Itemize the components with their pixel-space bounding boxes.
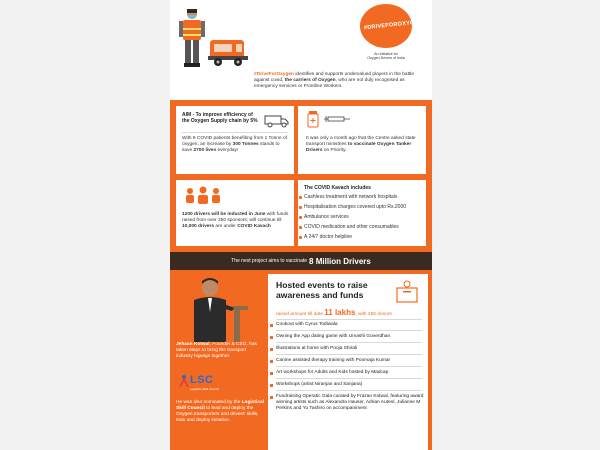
header-section — [170, 0, 432, 70]
lsc-logo-text: LSC — [190, 374, 214, 386]
event-divider — [276, 366, 422, 367]
infographic-poster — [170, 0, 432, 450]
event-item: Cookout with Cyrus Todiwala — [276, 322, 430, 328]
aim-card — [176, 106, 294, 174]
event-divider — [276, 330, 422, 331]
intro-brand: #DriveForOxygen — [254, 72, 294, 77]
event-item: Fundraising Operatic Gala curated by Frazan Kotwal, featuring award winning artists such as Alexandra Hauser, Adrian Autenl, Julianne M Perkins and Yu Tashiro on accompaniment — [276, 394, 430, 412]
events-title-2: awareness and funds — [276, 290, 364, 300]
kavach-item: Hospitalisation charges covered upto Rs.2000 — [304, 204, 407, 210]
event-divider — [276, 390, 422, 391]
kavach-item: Ambulance services — [304, 214, 349, 220]
kavach-item: Cashless treatment with network hospitals — [304, 194, 398, 200]
event-item: Illustrations at home with Pooja Shirali — [276, 346, 430, 352]
founder-text — [176, 342, 262, 360]
medicine-bottle-icon — [306, 110, 320, 128]
event-divider — [276, 342, 422, 343]
events-card — [268, 274, 428, 450]
drivers-bold-3: COVID Kavach — [237, 224, 271, 229]
raised-bold: 11 lakhs — [324, 308, 356, 317]
kavach-card — [298, 180, 426, 246]
aim-body — [182, 136, 290, 154]
oxygen-truck-illustration — [206, 36, 252, 68]
aim-text-1: With 9 COVID patients benefiting from 1 Tonne of oxygen, an increase by — [182, 136, 287, 147]
lsc-text-2: to lead and deploy the Oxygen transporters and drivers' skills, train and deploy initiative. — [176, 406, 259, 423]
kavach-title: The COVID Kavach includes — [304, 185, 371, 191]
intro-text-2: , who are not duly recognised as emergency services or Frontline Workers. — [254, 78, 405, 89]
aim-divider — [182, 132, 288, 133]
event-item: Owning the App dating game with Urvashi Goverdhan — [276, 334, 430, 340]
syringe-icon — [324, 114, 354, 124]
hashtag-badge — [360, 4, 424, 48]
vaccine-body — [306, 136, 420, 154]
drivers-text-2: are under — [214, 224, 238, 229]
hashtag-text: #DRIVEFOROXYGEN — [363, 18, 424, 31]
founder-panel — [170, 270, 266, 450]
event-divider — [276, 378, 422, 379]
truck-icon — [264, 114, 290, 128]
drivers-body — [182, 212, 290, 230]
founder-name: Jehaan Kotwal — [176, 342, 210, 347]
kavach-item: A 24/7 doctor helpline — [304, 234, 353, 240]
banner-text: The next project aims to vaccinate — [231, 258, 308, 264]
people-group-icon — [182, 186, 224, 204]
banner-bold: 8 Million Drivers — [309, 256, 371, 266]
aim-tonnes: 300 Tonnes — [232, 142, 259, 147]
lsc-logo-sub: Logistics Skill Council — [190, 387, 219, 391]
events-title-1: Hosted events to raise — [276, 280, 368, 290]
founder-desc: , Founder & CEO, has taken steps to bring the transport industry bigwigs together. — [176, 342, 257, 359]
vaccinate-banner — [170, 252, 432, 270]
lsc-emblem-icon — [178, 374, 190, 388]
initiative-line-2: Oxygen Drivers of India — [367, 56, 405, 60]
event-item: Art workshops for Adults and Kids hosted by Madcap — [276, 370, 430, 376]
event-item: Canine assisted therapy training with Poorvaja Kumar — [276, 358, 430, 364]
initiative-line-1: An Initiative for — [374, 52, 398, 56]
aim-text-2: stands to save — [182, 142, 280, 153]
raised-amount — [276, 308, 392, 317]
vaccine-card — [298, 106, 426, 174]
lsc-text-1: He was also nominated by the — [176, 400, 242, 405]
founder-photo — [180, 276, 252, 342]
intro-carriers: the carriers of Oxygen — [284, 78, 336, 83]
aim-text-3: everyday! — [216, 148, 239, 153]
lsc-text — [176, 400, 264, 424]
drivers-bold-2: 10,000 drivers — [182, 224, 215, 229]
worker-illustration — [174, 6, 210, 68]
kavach-item: COVID medication and other consumables — [304, 224, 399, 230]
drivers-text-1: with funds raised from over 250 sponsors; will continue till — [182, 212, 289, 223]
event-item: Workshops (artist Niranjan and Sanjana) — [276, 382, 430, 388]
donation-box-icon — [394, 280, 420, 304]
aim-title: AIM - To improve efficiency of the Oxygen Supply chain by 5% — [182, 112, 258, 124]
lsc-logo — [178, 374, 218, 398]
drivers-bold-1: 1200 drivers will be inducted in June — [182, 212, 266, 217]
vaccine-bold: to vaccinate Oxygen Tanker Drivers — [306, 142, 412, 153]
vaccine-text-1: It was only a month ago that the Centre asked state transport ministries — [306, 136, 416, 147]
vaccine-text-2: on Priority. — [322, 148, 347, 153]
lsc-bold: Logistical Skill Council — [176, 400, 264, 411]
aim-lives: 2700 lives — [193, 148, 217, 153]
events-divider — [276, 319, 422, 320]
intro-text-1: identifies and supports undervalued players in the battle against covid, — [254, 72, 414, 83]
drivers-card — [176, 180, 294, 246]
intro-paragraph — [254, 72, 428, 90]
raised-tail: , with 250 donors — [355, 312, 392, 317]
raised-text: raised amount till date — [276, 312, 325, 317]
event-divider — [276, 354, 422, 355]
